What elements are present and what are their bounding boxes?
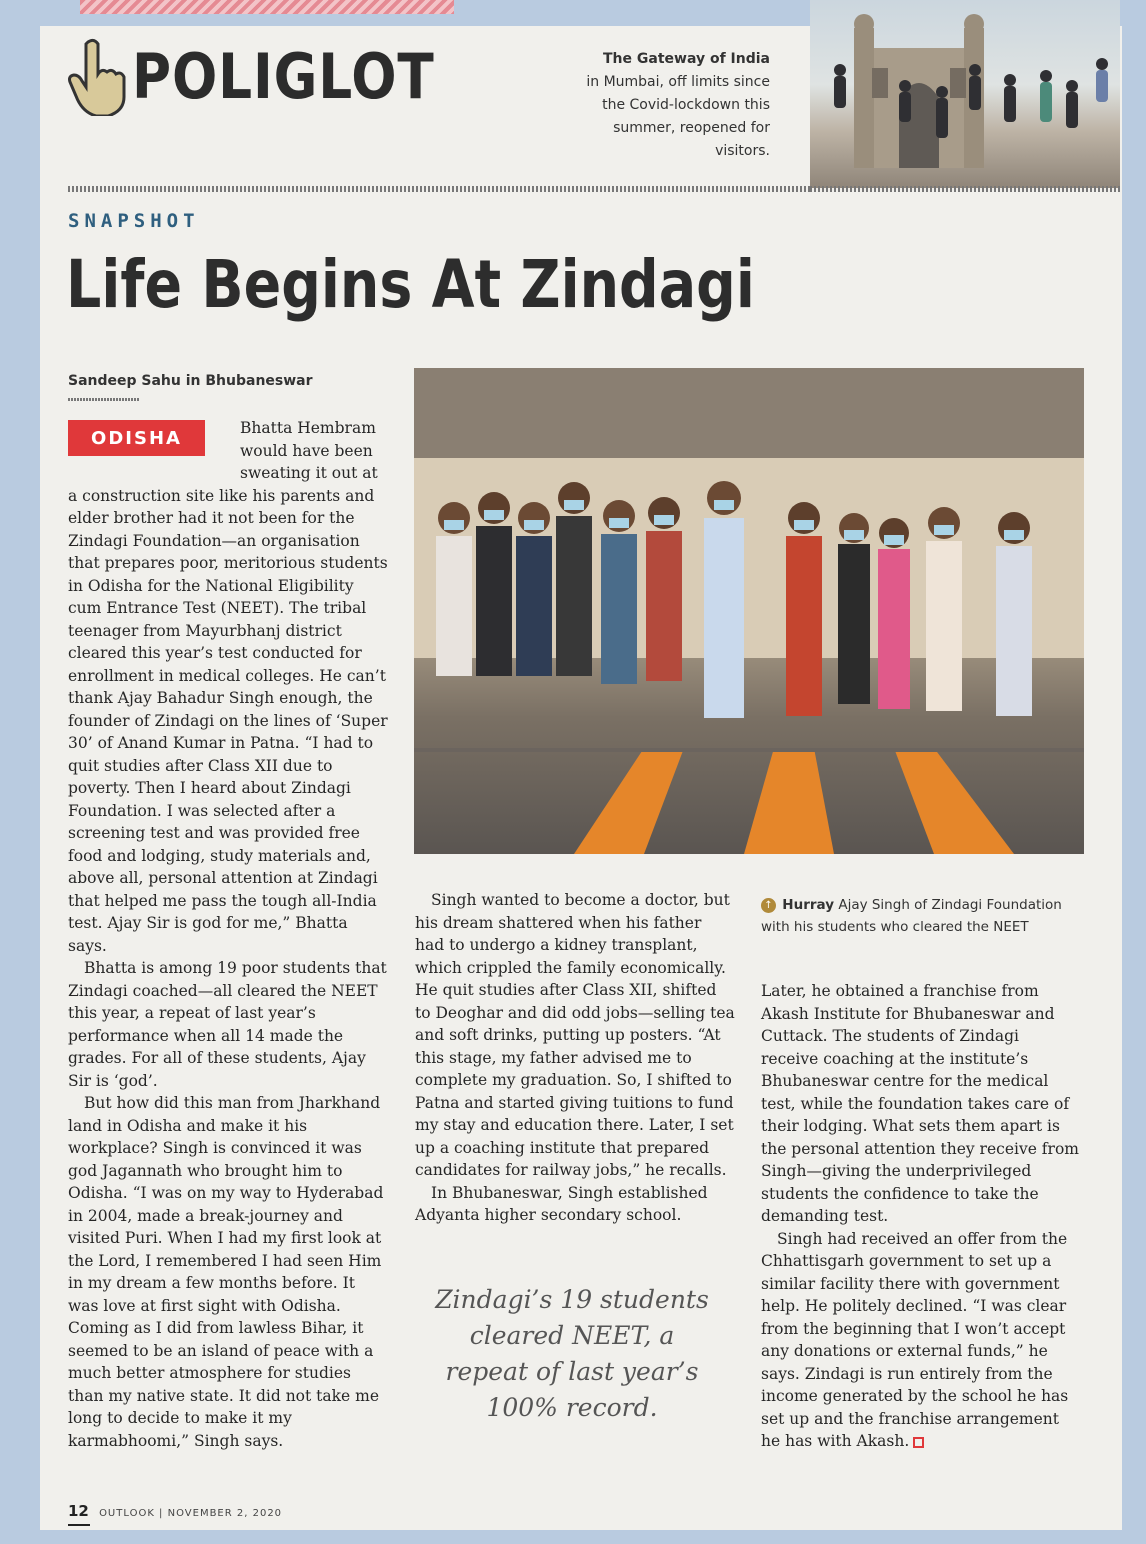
pointing-hand-icon [66, 38, 126, 116]
photo-caption-bold: Hurray [782, 897, 835, 913]
group-photo-students [414, 368, 1084, 854]
footer-text: OUTLOOK | NOVEMBER 2, 2020 [99, 1508, 283, 1519]
photo-caption-text: Ajay Singh of Zindagi Foundation with his students who cleared the NEET [761, 897, 1062, 935]
paragraph: In Bhubaneswar, Singh established Adyanta higher secondary school. [415, 1183, 708, 1224]
gateway-of-india-photo [810, 0, 1120, 188]
students-group-illustration [414, 368, 1084, 854]
section-label: SNAPSHOT [68, 210, 200, 232]
page-number: 12 [68, 1502, 89, 1520]
arrow-up-icon: ↑ [761, 898, 776, 913]
top-photo-caption [560, 48, 770, 163]
header-rule [68, 186, 810, 192]
paragraph-text: Singh had received an offer from the Chhattisgarh government to set up a similar facility there with government help. He politely declined. “I was clear from the beginning that I won’t accept any donations or external funds,” he says. Zindagi is run entirely from the income generated by the school he has set up and the franchise arrangement he has with Akash. [761, 1229, 1069, 1450]
article-column-2 [415, 889, 735, 1227]
header-rule-right [810, 186, 1120, 192]
paragraph-last [761, 1228, 1081, 1453]
article-column-3 [761, 980, 1081, 1453]
paragraph: Later, he obtained a franchise from Akash Institute for Bhubaneswar and Cuttack. The students of Zindagi receive coaching at the institute’s Bhubaneswar centre for the medical test, while the foundation takes care of their lodging. What sets them apart is the personal attention they receive from Singh—giving the underprivileged students the confidence to take the demanding test. [761, 982, 1079, 1225]
masthead-title: POLIGLOT [132, 40, 435, 113]
photo-caption [761, 894, 1081, 938]
paragraph: Bhatta is among 19 poor students that Zindagi coached—all cleared the NEET this year, a repeat of last year’s performance when all 14 made the grades. For all of these students, Ajay Sir is ‘god’. [68, 959, 387, 1090]
top-decorative-stripe [80, 0, 454, 14]
page-footer [68, 1502, 282, 1520]
pull-quote: Zindagi’s 19 students cleared NEET, a repeat of last year’s 100% record. [435, 1285, 709, 1422]
tag-spacer [68, 417, 240, 483]
article-headline: Life Begins At Zindagi [66, 246, 755, 323]
paragraph: Singh wanted to become a doctor, but his dream shattered when his father had to undergo a kidney transplant, which crippled the family economically. He quit studies after Class XII, shifted to Deoghar and did odd jobs—selling tea and soft drinks, putting up posters. “At this stage, my father advised me to complete my graduation. So, I shifted to Patna and started giving tuitions to fund my stay and education there. Later, I set up a coaching institute that prepared candidates for railway jobs,” he recalls. [415, 891, 735, 1179]
article-column-1 [68, 417, 388, 1452]
paragraph: Bhatta Hembram would have been sweating it out at a construction site like his parents and elder brother had it not been for the Zindagi Foundation—an organisation that prepares poor, meritorious students in Odisha for the National Eligibility cum Entrance Test (NEET). The tribal teenager from Mayurbhanj district cleared this year’s test conducted for enrollment in medical colleges. He can’t thank Ajay Bahadur Singh enough, the founder of Zindagi on the lines of ‘Super 30’ of Anand Kumar in Patna. “I had to quit studies after Class XII due to poverty. Then I heard about Zindagi Foundation. I was selected after a screening test and was provided free food and lodging, study materials and, above all, personal attention at Zindagi that helped me pass the tough all-India test. Ajay Sir is god for me,” Bhatta says. [68, 419, 388, 955]
end-mark-icon [913, 1437, 924, 1448]
top-photo-caption-text: in Mumbai, off limits since the Covid-lockdown this summer, reopened for visitors. [586, 74, 770, 159]
jumping-people-icon [810, 0, 1120, 188]
top-photo-caption-bold: The Gateway of India [603, 51, 770, 67]
page-number-rule [68, 1524, 90, 1526]
byline-rule [68, 398, 140, 401]
state-tag: ODISHA [68, 420, 205, 456]
byline: Sandeep Sahu in Bhubaneswar [68, 373, 313, 389]
masthead [66, 38, 484, 116]
paragraph: But how did this man from Jharkhand land in Odisha and make it his workplace? Singh is convinced it was god Jagannath who brought him to Odisha. “I was on my way to Hyderabad in 2004, made a break-journey and visited Puri. When I had my first look at the Lord, I remembered I had seen Him in my dream a few months before. It was love at first sight with Odisha. Coming as I did from lawless Bihar, it seemed to be an island of peace with a much better atmosphere for studies than my native state. It did not take me long to decide to make it my karmabhoomi,” Singh says. [68, 1094, 384, 1450]
